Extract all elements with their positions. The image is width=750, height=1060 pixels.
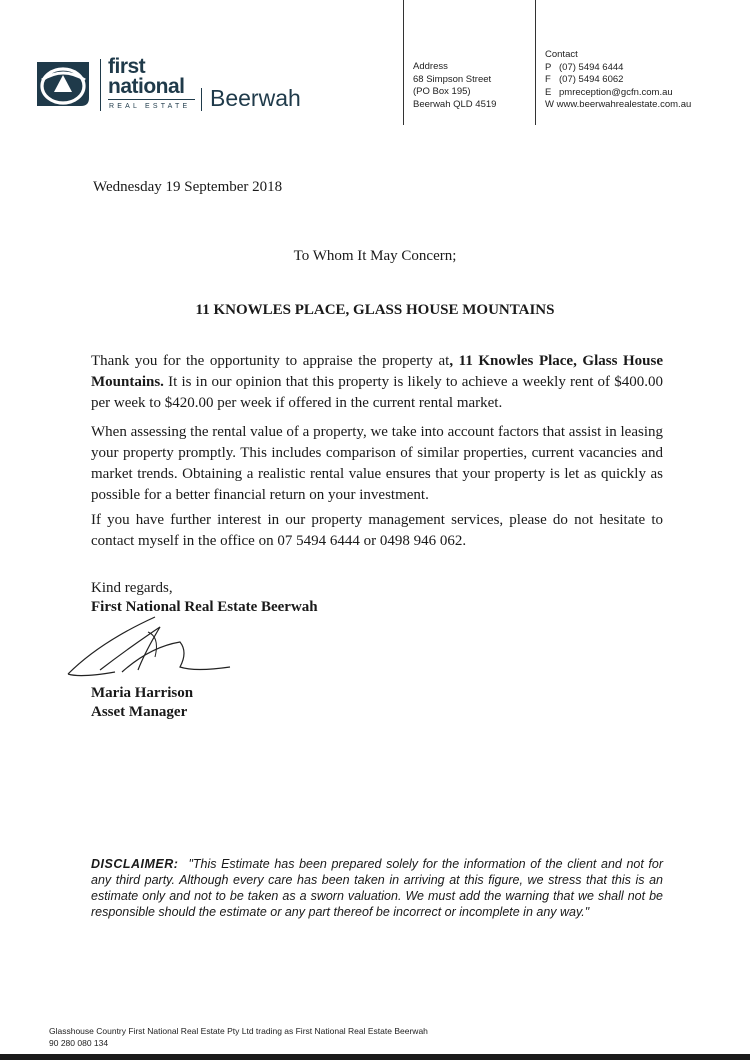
contact-heading: Contact	[545, 49, 578, 60]
paragraph-appraisal	[91, 351, 663, 414]
address-line: (PO Box 195)	[413, 86, 471, 97]
p1-text-a: Thank you for the opportunity to appraise the property at	[91, 353, 450, 369]
bottom-edge	[0, 1054, 750, 1060]
brand-subtitle: REAL ESTATE	[109, 103, 191, 110]
footer-company: Glasshouse Country First National Real Estate Pty Ltd trading as First National Real Estate Beerwah	[49, 1026, 428, 1036]
signer-name: Maria Harrison	[91, 685, 194, 701]
signer-title: Asset Manager	[91, 704, 188, 720]
footer	[49, 1026, 428, 1049]
p1-property-bold: , 11 Knowles Place, Glass House Mountains.	[91, 353, 663, 390]
letter-date: Wednesday 19 September 2018	[93, 179, 283, 195]
contact-web	[545, 99, 691, 112]
brand-underline	[108, 99, 195, 100]
company-name: First National Real Estate Beerwah	[91, 599, 318, 615]
header-rule-left	[403, 0, 404, 125]
brand-divider	[100, 59, 101, 111]
closing-text: Kind regards,	[91, 580, 173, 596]
web-value: www.beerwahrealestate.com.au	[556, 99, 692, 110]
email-label: E	[545, 86, 552, 98]
fax-value: (07) 5494 6062	[559, 74, 624, 85]
handwritten-signature	[60, 612, 240, 687]
paragraph-assessment: When assessing the rental value of a property, we take into account factors that assist in leasing your property promptly. This includes comparison of similar properties, current vacancies and market trends. Obtaining a realistic rental value ensures that your property is let as quickly as possible for a better financial return on your investment.	[91, 424, 663, 503]
address-block	[413, 61, 496, 111]
web-label: W	[545, 99, 554, 110]
signer-block	[91, 684, 193, 722]
office-name: Beerwah	[210, 85, 301, 111]
email-value: pmreception@gcfn.com.au	[559, 86, 673, 98]
contact-fax	[545, 74, 691, 87]
fax-label: F	[545, 74, 551, 85]
header-rule-right	[535, 0, 536, 125]
contact-phone	[545, 62, 691, 75]
property-heading: 11 KNOWLES PLACE, GLASS HOUSE MOUNTAINS	[195, 302, 555, 318]
phone-value: (07) 5494 6444	[559, 61, 624, 73]
paragraph-contact: If you have further interest in our property management services, please do not hesitate to contact myself in the office on 07 5494 6444 or 0498 946 062.	[91, 512, 663, 549]
phone-label: P	[545, 61, 552, 73]
contact-email	[545, 87, 691, 100]
address-line: 68 Simpson Street	[413, 73, 492, 85]
salutation: To Whom It May Concern;	[293, 248, 457, 264]
brand-line1: first	[108, 55, 146, 78]
address-heading: Address	[413, 61, 448, 72]
p1-text-b: It is in our opinion that this property is likely to achieve a weekly rent of $400.00 per week to $420.00 per week if offered in the current rental market.	[91, 374, 663, 411]
disclaimer	[91, 856, 663, 920]
brand-line2: national	[108, 75, 185, 98]
first-national-logo-icon	[33, 58, 93, 110]
disclaimer-label: DISCLAIMER:	[91, 857, 179, 871]
contact-block	[545, 49, 691, 112]
footer-abn: 90 280 080 134	[49, 1037, 109, 1048]
address-line: Beerwah QLD 4519	[413, 98, 497, 110]
office-divider	[201, 88, 202, 111]
disclaimer-text: "This Estimate has been prepared solely for the information of the client and not for any third party. Although every care has been taken in arriving at this figure, we stress that this is an estimate only and not to be taken as a sworn valuation. We must add the warning that we shall not be responsible should the estimate or any part thereof be incorrect or incomplete in any way."	[91, 857, 663, 919]
